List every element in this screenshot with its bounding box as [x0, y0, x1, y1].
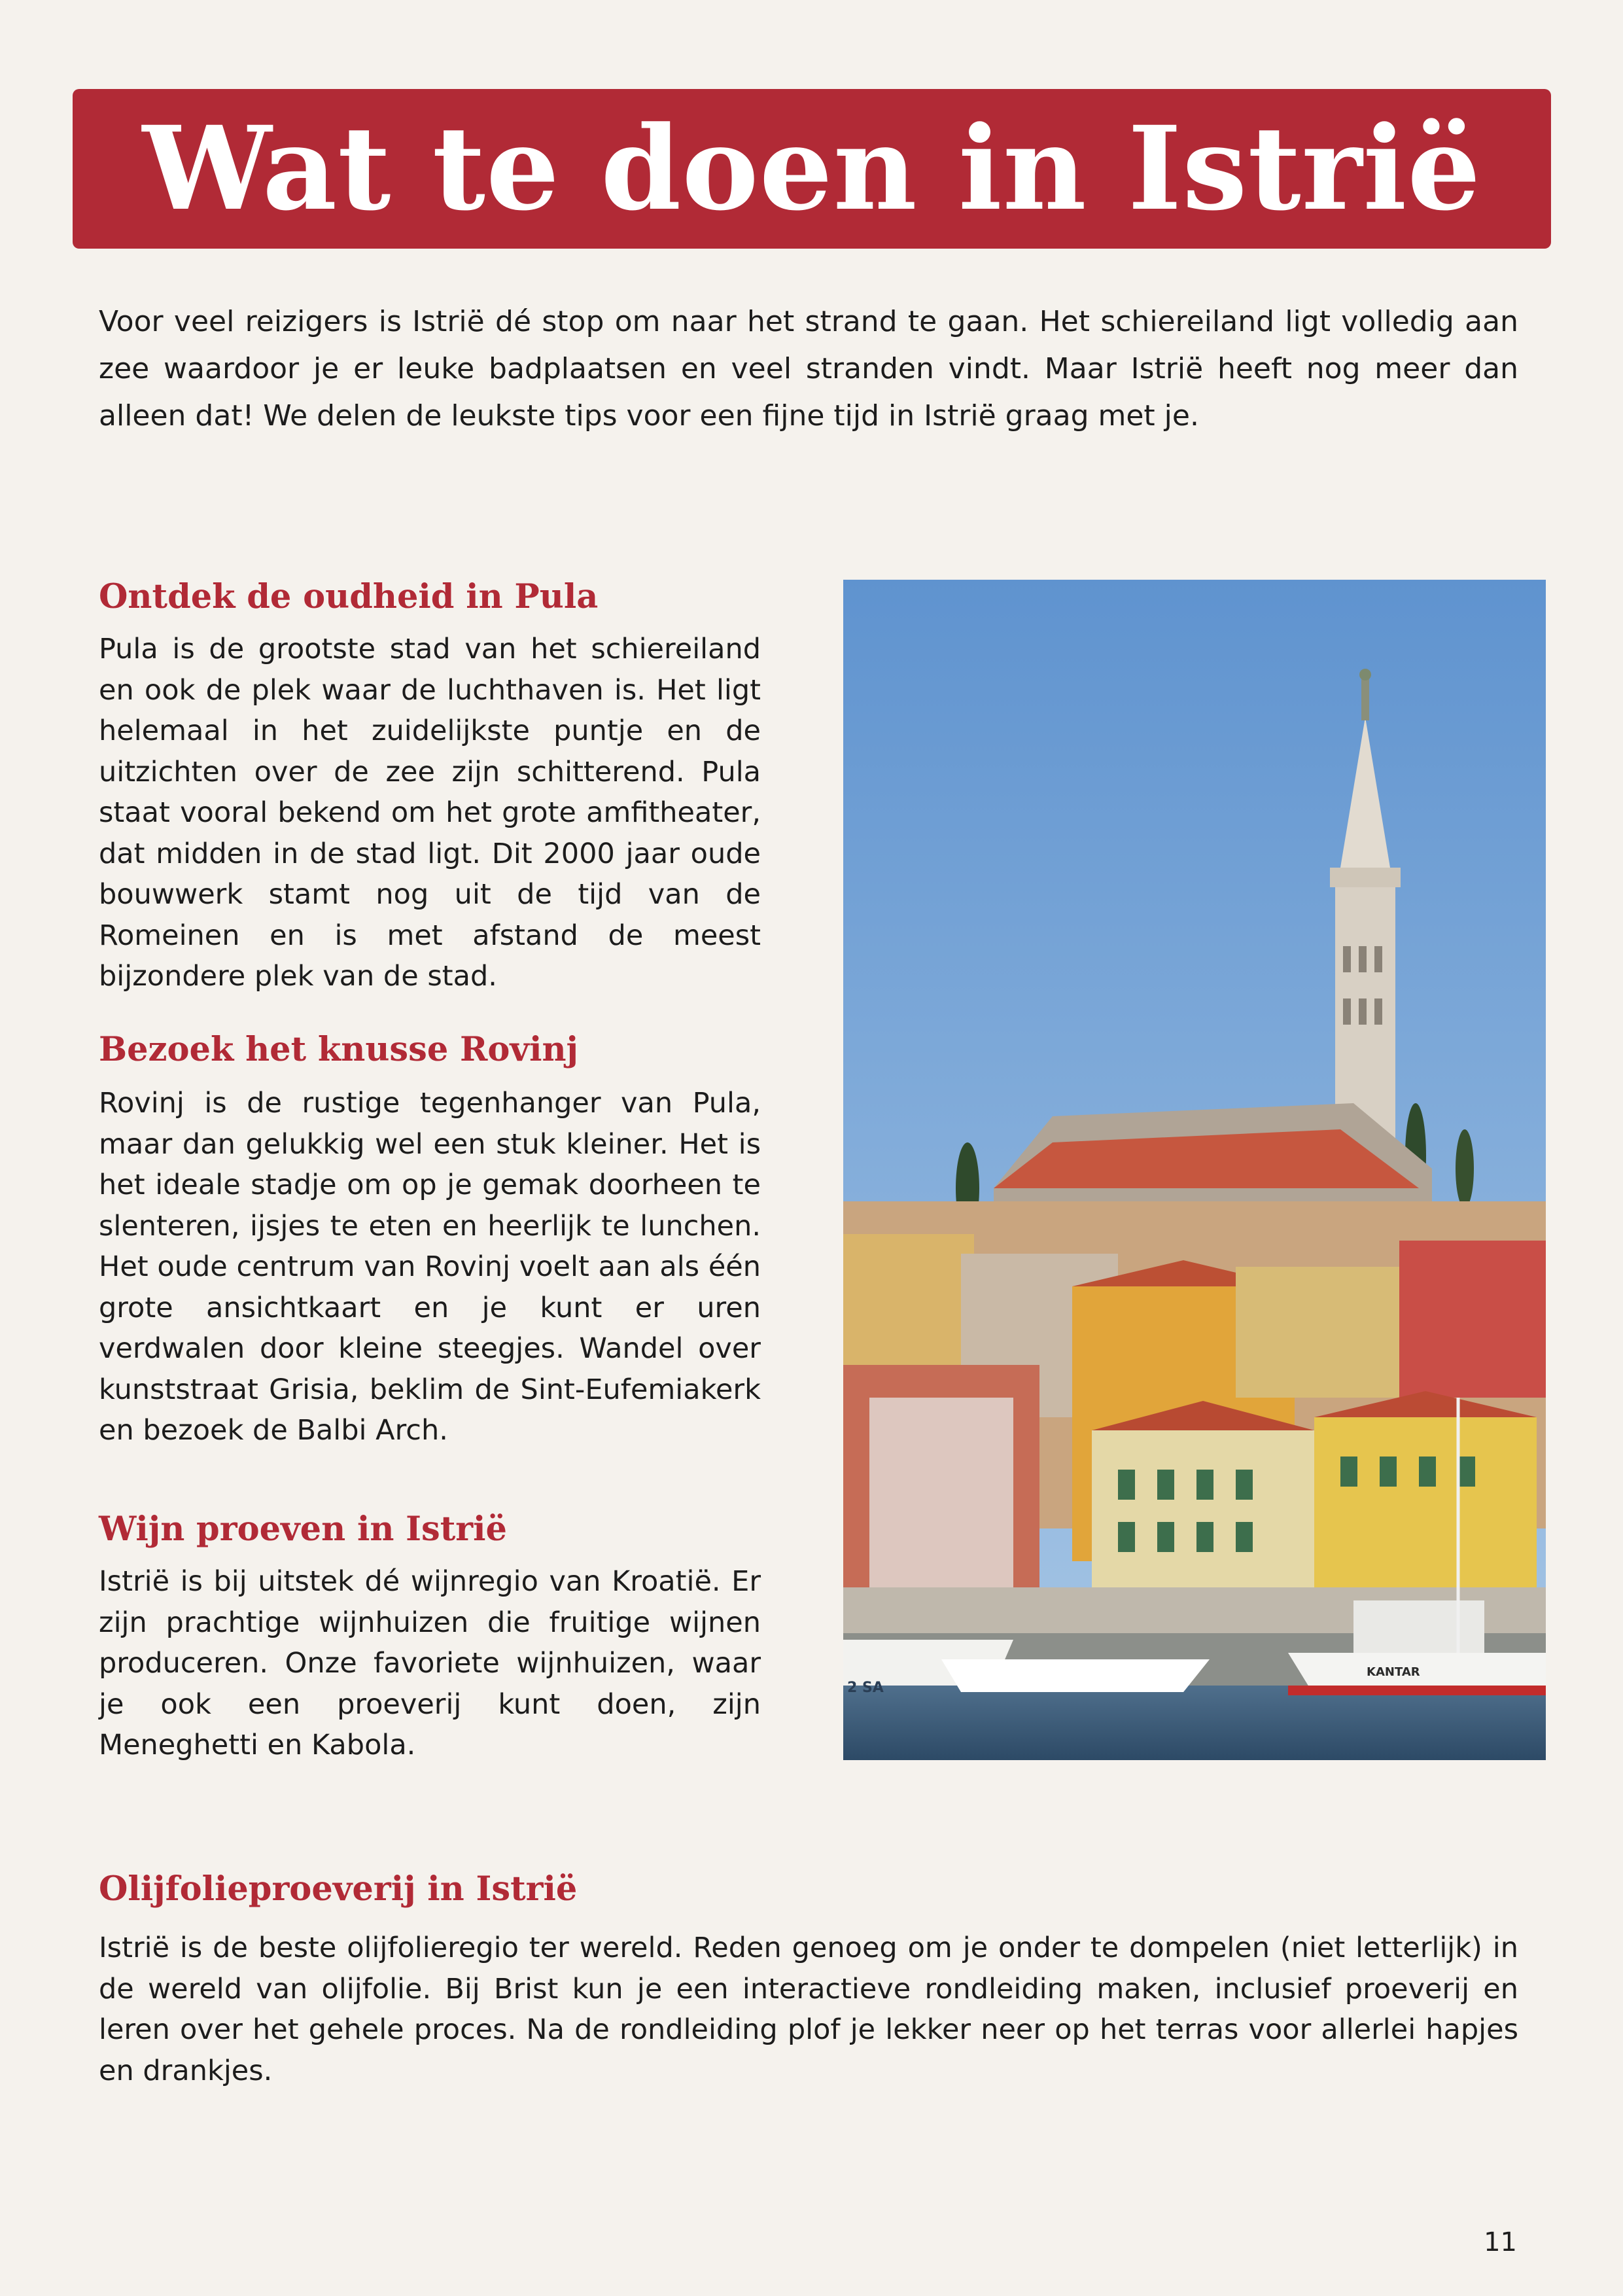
section-heading-olijfolie: Olijfolieproeverij in Istrië — [99, 1869, 578, 1909]
page-number: 11 — [1484, 2227, 1517, 2257]
rovinj-photo — [843, 580, 1546, 1760]
intro-paragraph: Voor veel reizigers is Istrië dé stop om naar het strand te gaan. Het schiereiland ligt volledig aan zee waardoor je er leuke badplaatsen en veel stranden vindt. Maar Istrië heeft nog meer dan alleen dat! We delen de leukste tips voor een fijne tijd in Istrië graag met je. — [99, 305, 1518, 433]
section-text-rovinj: Rovinj is de rustige tegenhanger van Pula, maar dan gelukkig wel een stuk kleiner. Het is het ideale stadje om op je gemak doorheen te slenteren, ijsjes te eten en heerlijk te lunchen. Het oude centrum van Rovinj voelt aan als één grote ansichtkaart en je kunt er uren verdwalen door kleine steegjes. Wandel over kunststraat Grisia, beklim de Sint-Eufemiakerk en bezoek de Balbi Arch. — [99, 1087, 761, 1447]
section-text-olijfolie: Istrië is de beste olijfolieregio ter wereld. Reden genoeg om je onder te dompelen (niet letterlijk) in de wereld van olijfolie. Bij Brist kun je een interactieve rondleiding maken, inclusief proeverij en leren over het gehele proces. Na de rondleiding plof je lekker neer op het terras voor allerlei hapjes en drankjes. — [99, 1932, 1518, 2087]
rovinj-harbour-illustration — [843, 580, 1546, 1760]
page-title: Wat te doen in Istrië — [142, 101, 1482, 236]
section-text-wijn: Istrië is bij uitstek dé wijnregio van Kroatië. Er zijn prachtige wijnhuizen die fruitige wijnen produceren. Onze favoriete wijnhuizen, waar je ook een proeverij kunt doen, zijn Meneghetti en Kabola. — [99, 1565, 761, 1761]
boat-label-left: 2 SA — [847, 1680, 884, 1696]
title-banner — [73, 89, 1551, 249]
boat-label-right: KANTAR — [1367, 1665, 1420, 1679]
section-heading-rovinj: Bezoek het knusse Rovinj — [99, 1030, 578, 1069]
section-text-pula: Pula is de grootste stad van het schiereiland en ook de plek waar de luchthaven is. Het ligt helemaal in het zuidelijkste puntje en de uitzichten over de zee zijn schitterend. Pula staat vooral bekend om het grote amfitheater, dat midden in de stad ligt. Dit 2000 jaar oude bouwwerk stamt nog uit de tijd van de Romeinen en is met afstand de meest bijzondere plek van de stad. — [99, 633, 761, 993]
section-heading-pula: Ontdek de oudheid in Pula — [99, 577, 599, 616]
section-heading-wijn: Wijn proeven in Istrië — [99, 1510, 507, 1549]
